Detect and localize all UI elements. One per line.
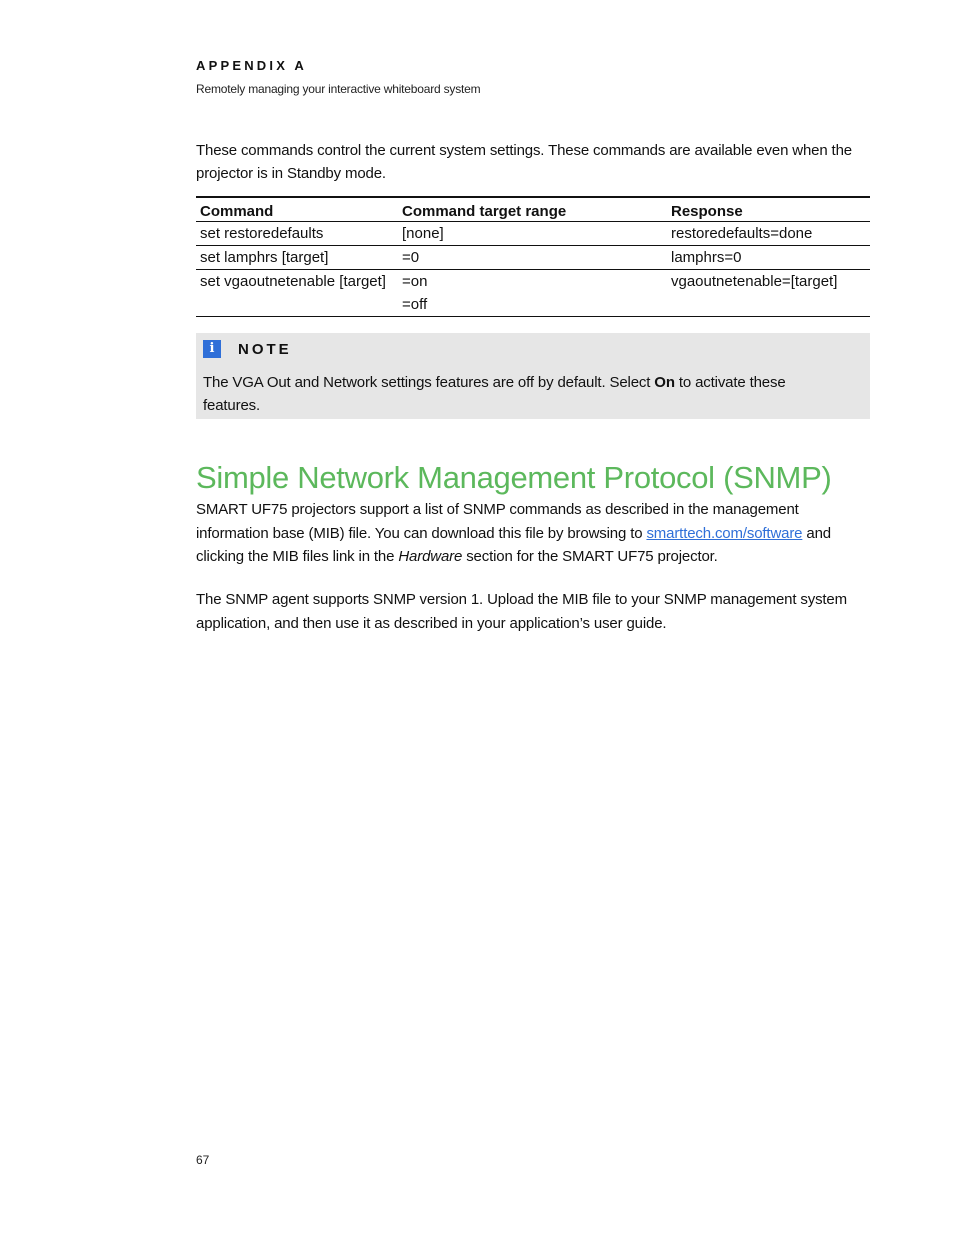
table-row xyxy=(196,270,870,294)
info-icon: i xyxy=(203,340,221,358)
column-header-command: Command xyxy=(196,197,398,222)
cell-command: set lamphrs [target] xyxy=(196,246,398,270)
cell-command: set vgaoutnetenable [target] xyxy=(200,273,386,290)
column-header-range: Command target range xyxy=(398,197,667,222)
column-header-response: Response xyxy=(667,197,870,222)
paragraph-text: SMART UF75 projectors support a list of SNMP commands as described in the management information base (MIB) file. You can download this file by browsing to xyxy=(196,501,799,542)
page-number: 67 xyxy=(196,1153,210,1167)
cell-range: =off xyxy=(402,296,428,313)
snmp-paragraph-2: The SNMP agent supports SNMP version 1. Upload the MIB file to your SNMP management system application, and then use it as described in your application’s user guide. xyxy=(196,591,847,632)
chapter-subtitle: Remotely managing your interactive whiteboard system xyxy=(196,82,481,96)
note-text-part: The VGA Out and Network settings features are off by default. Select xyxy=(203,374,655,391)
cell-response-empty xyxy=(667,293,870,317)
table-row xyxy=(196,222,870,246)
cell-range: =0 xyxy=(398,246,667,270)
cell-range: =on xyxy=(402,273,428,290)
section-title: Simple Network Management Protocol (SNMP) xyxy=(196,460,832,495)
intro-paragraph: These commands control the current system settings. These commands are available even when the projector is in Standby mode. xyxy=(196,142,852,182)
cell-response: restoredefaults=done xyxy=(667,222,870,246)
smarttech-software-link[interactable]: smarttech.com/software xyxy=(646,524,803,542)
note-text-part: to activate these features. xyxy=(203,374,786,414)
paragraph-text: and clicking the MIB files link in the xyxy=(196,524,831,565)
cell-range: [none] xyxy=(398,222,667,246)
cell-response: vgaoutnetenable=[target] xyxy=(671,273,838,290)
cell-command-empty xyxy=(196,293,398,317)
snmp-paragraph-1 xyxy=(196,498,870,569)
note-text-bold: On xyxy=(654,374,675,391)
note-text xyxy=(203,371,843,417)
table-row xyxy=(196,246,870,270)
cell-response: lamphrs=0 xyxy=(667,246,870,270)
table-header-row xyxy=(196,197,870,222)
note-title: NOTE xyxy=(238,341,292,358)
command-table xyxy=(196,196,870,317)
appendix-label: APPENDIX A xyxy=(196,58,307,73)
cell-command: set restoredefaults xyxy=(196,222,398,246)
paragraph-italic: Hardware xyxy=(398,548,463,565)
paragraph-text: section for the SMART UF75 projector. xyxy=(462,548,718,565)
table-row-continuation xyxy=(196,293,870,317)
note-box xyxy=(196,333,870,419)
